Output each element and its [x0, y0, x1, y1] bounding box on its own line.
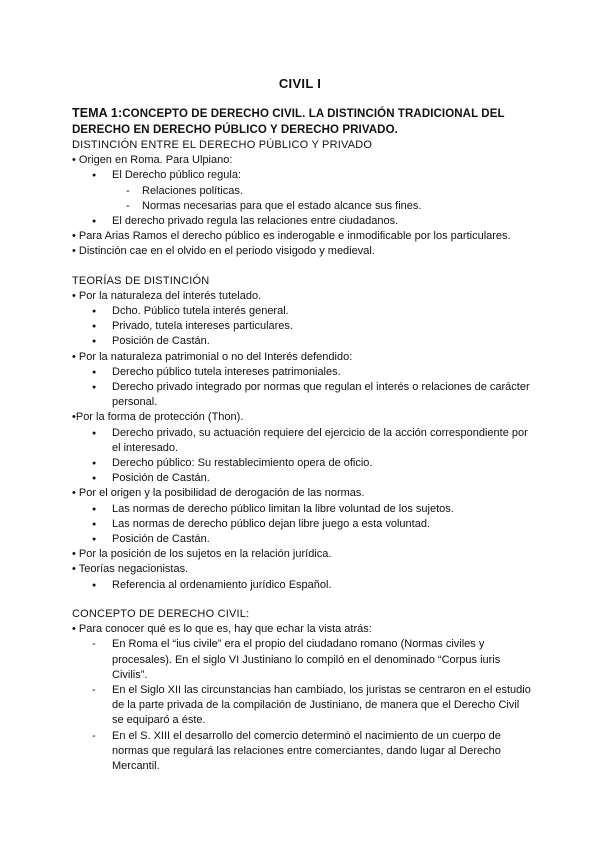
- tema-number: TEMA 1:: [72, 106, 123, 120]
- list-item: • Por la naturaleza patrimonial o no del Interés defendido:: [72, 350, 353, 363]
- list-item: ● Las normas de derecho público dejan libre juego a esta voluntad.: [72, 517, 532, 532]
- list-item: - Relaciones políticas.: [72, 184, 532, 199]
- document-body: [72, 106, 532, 774]
- section-heading-concepto: CONCEPTO DE DERECHO CIVIL:: [72, 607, 250, 620]
- document-title: CIVIL I: [278, 76, 322, 91]
- list-item: ● Dcho. Público tutela interés general.: [72, 304, 532, 319]
- spacer: [72, 260, 532, 274]
- list-item: - Normas necesarias para que el estado alcance sus fines.: [72, 199, 532, 214]
- section-heading-teorias: TEORÍAS DE DISTINCIÓN: [72, 274, 210, 287]
- list-item: • Distinción cae en el olvido en el periodo visigodo y medieval.: [72, 245, 375, 258]
- list-item: ● Posición de Castán.: [72, 532, 532, 547]
- tema-heading: [72, 106, 532, 138]
- list-item: - En el Siglo XII las circunstancias han cambiado, los juristas se centraron en el estudio de la parte privada de la compilación de Justiniano, de manera que el Derecho Civil se equiparó a éste.: [72, 683, 532, 729]
- list-item: ● Referencia al ordenamiento jurídico Español.: [72, 578, 532, 593]
- list-item: • Por el origen y la posibilidad de derogación de las normas.: [72, 487, 365, 500]
- list-item: • Por la posición de los sujetos en la relación jurídica.: [72, 548, 332, 561]
- list-item: ● Derecho privado integrado por normas que regulan el interés o relaciones de carácter personal.: [72, 380, 532, 410]
- list-item: ● Las normas de derecho público limitan la libre voluntad de los sujetos.: [72, 502, 532, 517]
- list-item: - En Roma el “ius civile” era el propio del ciudadano romano (Normas civiles y procesales). En el siglo VI Justiniano lo compiló en el denominado “Corpus iuris Civilis”.: [72, 637, 532, 683]
- list-item: ● Derecho público tutela intereses patrimoniales.: [72, 365, 532, 380]
- list-item: •Por la forma de protección (Thon).: [72, 411, 244, 424]
- section-heading-distincion: DISTINCIÓN ENTRE EL DERECHO PÚBLICO Y PRIVADO: [72, 139, 373, 151]
- list-item: - En el S. XIII el desarrollo del comercio determinó el nacimiento de un cuerpo de normas que regulará las relaciones entre comerciantes, dando lugar al Derecho Mercantil.: [72, 729, 532, 775]
- list-item: ● Posición de Castán.: [72, 471, 532, 486]
- list-item: ● Derecho privado, su actuación requiere del ejercicio de la acción correspondiente por el interesado.: [72, 426, 532, 456]
- list-item: • Origen en Roma. Para Ulpiano:: [72, 154, 233, 167]
- list-item: • Para Arias Ramos el derecho público es inderogable e inmodificable por los particulares.: [72, 230, 511, 243]
- list-item: • Para conocer qué es lo que es, hay que echar la vista atrás:: [72, 623, 372, 636]
- spacer: [72, 593, 532, 607]
- list-item: • Teorías negacionistas.: [72, 563, 189, 576]
- list-item: ● Posición de Castán.: [72, 334, 532, 349]
- tema-title: CONCEPTO DE DERECHO CIVIL. LA DISTINCIÓN TRADICIONAL DEL DERECHO EN DERECHO PÚBLICO Y DERECHO PRIVADO.: [72, 108, 505, 136]
- list-item: ● Privado, tutela intereses particulares.: [72, 319, 532, 334]
- list-item: ● Derecho público: Su restablecimiento opera de oficio.: [72, 456, 532, 471]
- list-item: ● El Derecho público regula:: [72, 168, 532, 183]
- list-item: • Por la naturaleza del interés tutelado.: [72, 289, 262, 302]
- list-item: ● El derecho privado regula las relaciones entre ciudadanos.: [72, 214, 532, 229]
